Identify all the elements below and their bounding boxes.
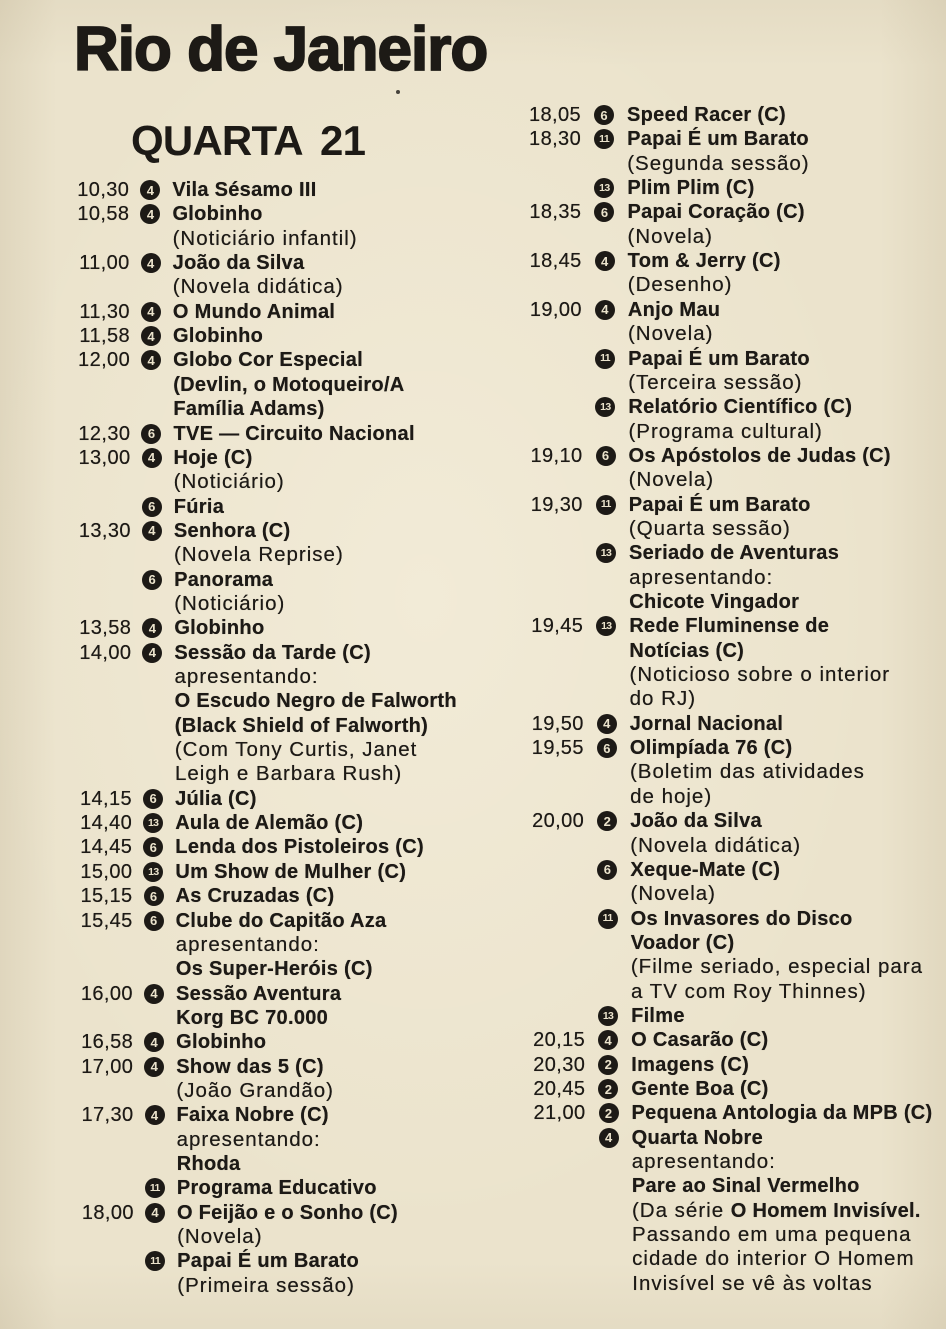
- channel-number: 4: [147, 304, 155, 320]
- program-line: (Noticiário): [173, 470, 285, 494]
- program-title: Show das 5 (C): [176, 1055, 324, 1078]
- program-line: (Noticioso sobre o interior: [629, 663, 891, 687]
- program-title: Faixa Nobre (C): [176, 1104, 329, 1127]
- city-heading: Rio de Janeiro: [74, 15, 488, 84]
- program-line: (Novela): [630, 882, 716, 906]
- channel-badge: [144, 886, 164, 906]
- program-title: Globinho: [176, 1031, 267, 1054]
- channel-badge: [142, 448, 162, 468]
- channel-number: 4: [603, 716, 611, 732]
- program-title: Hoje (C): [173, 446, 253, 469]
- program-line: Passando em uma pequena: [632, 1223, 912, 1247]
- channel-number: 13: [600, 400, 611, 413]
- channel-number: 6: [600, 107, 608, 123]
- bold-segment: O Homem Invisível.: [730, 1199, 921, 1222]
- channel-number: 4: [601, 302, 609, 318]
- channel-number: 6: [600, 204, 609, 220]
- time-label: 10,30: [77, 179, 130, 201]
- program-title: Júlia (C): [175, 787, 257, 810]
- regular-segment: (Da série: [631, 1198, 731, 1222]
- channel-number: 4: [147, 352, 155, 368]
- time-label: 18,35: [529, 201, 582, 224]
- program-title: Pequena Antologia da MPB (C): [631, 1102, 933, 1125]
- channel-number: 13: [601, 620, 612, 633]
- channel-number: 6: [149, 839, 157, 855]
- program-title: Plim Plim (C): [627, 177, 755, 200]
- program-line: cidade do interior O Homem: [632, 1247, 915, 1271]
- channel-badge: [597, 714, 617, 734]
- program-line: (Novela): [627, 322, 714, 346]
- channel-badge: [594, 202, 614, 222]
- channel-number: 4: [146, 206, 155, 222]
- channel-badge: [141, 253, 161, 273]
- program-title: Lenda dos Pistoleiros (C): [175, 836, 424, 859]
- time-label: 16,58: [81, 1031, 134, 1054]
- program-title: Os Invasores do Disco: [630, 907, 853, 930]
- program-line: (Programa cultural): [628, 419, 823, 443]
- time-label: 14,00: [79, 641, 132, 664]
- program-title: Filme: [631, 1004, 685, 1027]
- program-line: (Novela): [177, 1225, 263, 1249]
- channel-badge: [141, 326, 161, 346]
- program-title: Aula de Alemão (C): [175, 812, 364, 835]
- channel-badge: [596, 616, 616, 636]
- channel-number: 13: [147, 816, 159, 829]
- program-title: Papai É um Barato: [627, 128, 809, 151]
- channel-badge: [144, 1057, 164, 1077]
- channel-number: 11: [149, 1182, 160, 1195]
- time-label: 20,30: [533, 1053, 586, 1076]
- channel-number: 13: [148, 865, 159, 878]
- program-line: apresentando:: [174, 665, 319, 688]
- program-line: (Novela): [627, 224, 714, 248]
- program-line: (Novela): [628, 468, 715, 492]
- program-title: Globo Cor Especial: [173, 349, 363, 372]
- channel-badge: [142, 521, 162, 541]
- time-label: 13,00: [78, 446, 131, 469]
- channel-badge: [145, 1251, 165, 1271]
- program-line: Notícias (C): [629, 639, 745, 662]
- program-line: apresentando:: [629, 565, 774, 589]
- time-label: 16,00: [80, 982, 133, 1005]
- program-title: Papai É um Barato: [177, 1250, 359, 1273]
- program-line: Leigh e Barbara Rush): [174, 762, 403, 786]
- program-line: (Devlin, o Motoqueiro/A: [173, 373, 405, 396]
- channel-number: 2: [604, 1081, 612, 1097]
- channel-number: 11: [602, 912, 613, 925]
- program-title: TVE — Circuito Nacional: [173, 422, 415, 445]
- program-line: (Quarta sessão): [628, 516, 791, 540]
- channel-number: 6: [149, 888, 158, 904]
- program-title: Os Apóstolos de Judas (C): [628, 444, 891, 467]
- channel-badge: [594, 178, 614, 198]
- time-label: 21,00: [533, 1102, 586, 1125]
- program-title: João da Silva: [630, 810, 762, 833]
- program-title: Quarta Nobre: [631, 1126, 764, 1149]
- time-label: 19,00: [529, 298, 582, 321]
- channel-badge: [598, 1055, 618, 1075]
- channel-badge: [141, 302, 161, 322]
- program-line: Família Adams): [173, 398, 325, 421]
- channel-number: 4: [604, 1130, 613, 1146]
- channel-badge: [142, 643, 162, 663]
- program-line: (Terceira sessão): [628, 370, 803, 394]
- channel-number: 13: [602, 1009, 614, 1022]
- channel-badge: [144, 911, 164, 931]
- channel-badge: [595, 251, 615, 271]
- time-label: 17,30: [81, 1104, 134, 1127]
- program-title: Clube do Capitão Aza: [175, 909, 387, 932]
- program-line: apresentando:: [176, 1127, 321, 1151]
- time-label: 15,45: [80, 909, 133, 932]
- program-title: Papai Coração (C): [627, 201, 805, 224]
- channel-badge: [597, 811, 617, 831]
- channel-number: 4: [148, 620, 156, 636]
- channel-badge: [597, 738, 617, 758]
- channel-number: 13: [600, 547, 612, 560]
- program-line: (Segunda sessão): [627, 151, 810, 175]
- time-label: 15,15: [80, 885, 133, 908]
- channel-badge: [598, 1006, 618, 1026]
- channel-badge: [595, 397, 615, 417]
- time-label: 18,30: [529, 128, 582, 151]
- program-line: Rhoda: [176, 1153, 241, 1175]
- channel-number: 6: [148, 499, 156, 515]
- channel-number: 11: [599, 133, 610, 146]
- channel-number: 6: [601, 448, 610, 464]
- time-label: 18,00: [81, 1201, 134, 1224]
- time-label: 11,58: [79, 325, 130, 348]
- time-label: 19,55: [531, 737, 584, 760]
- program-title: Globinho: [173, 325, 264, 348]
- channel-badge: [598, 1030, 618, 1050]
- program-line: Os Super-Heróis (C): [175, 958, 373, 981]
- program-line: Korg BC 70.000: [176, 1006, 329, 1029]
- program-line: (Primeira sessão): [177, 1273, 355, 1297]
- time-label: 17,00: [81, 1055, 134, 1078]
- channel-badge: [144, 984, 164, 1004]
- channel-badge: [142, 570, 162, 590]
- program-title: Globinho: [174, 617, 265, 640]
- time-label: 14,45: [80, 836, 133, 859]
- time-label: 13,30: [78, 519, 131, 542]
- channel-badge: [145, 1105, 165, 1125]
- channel-badge: [145, 1203, 165, 1223]
- channel-badge: [143, 862, 163, 882]
- time-label: 13,58: [79, 617, 132, 640]
- program-line: (Com Tony Curtis, Janet: [174, 738, 418, 762]
- channel-number: 11: [150, 1255, 161, 1268]
- time-label: 19,10: [530, 444, 583, 467]
- program-line: Chicote Vingador: [629, 591, 800, 613]
- program-line: apresentando:: [175, 932, 320, 956]
- channel-badge: [597, 860, 617, 880]
- time-label: 11,00: [79, 252, 130, 275]
- program-title: Programa Educativo: [176, 1177, 377, 1200]
- program-line: (Novela didática): [172, 275, 344, 299]
- program-line: (Desenho): [627, 273, 733, 297]
- ink-speck: [396, 90, 400, 94]
- program-line: (Filme seriado, especial para: [630, 955, 924, 979]
- channel-number: 6: [149, 791, 157, 807]
- program-line: (Novela Reprise): [173, 543, 344, 567]
- time-label: 19,30: [530, 493, 583, 516]
- channel-number: 6: [603, 740, 611, 756]
- program-title: Sessão da Tarde (C): [174, 641, 371, 664]
- program-line: de hoje): [630, 784, 713, 808]
- program-title: Imagens (C): [631, 1053, 750, 1076]
- channel-badge: [599, 1128, 619, 1148]
- channel-badge: [598, 909, 618, 929]
- time-label: 10,58: [77, 203, 130, 226]
- channel-badge: [598, 1079, 618, 1099]
- program-title: Relatório Científico (C): [628, 396, 853, 419]
- time-label: 18,45: [529, 250, 582, 273]
- program-title: Speed Racer (C): [627, 104, 786, 126]
- channel-badge: [596, 446, 616, 466]
- time-label: 18,05: [528, 104, 581, 126]
- channel-badge: [141, 424, 161, 444]
- time-label: 11,30: [79, 300, 130, 323]
- channel-number: 2: [603, 813, 611, 829]
- program-line: (Novela didática): [630, 833, 802, 857]
- time-label: 20,00: [532, 810, 585, 833]
- channel-badge: [142, 497, 162, 517]
- program-line: apresentando:: [631, 1150, 776, 1174]
- program-title: O Casarão (C): [631, 1029, 769, 1052]
- channel-badge: [144, 1032, 164, 1052]
- program-title: Anjo Mau: [627, 298, 721, 321]
- program-title: Papai É um Barato: [628, 493, 811, 516]
- program-title: Seriado de Aventuras: [628, 542, 840, 565]
- channel-badge: [142, 618, 162, 638]
- program-title: Xeque-Mate (C): [630, 858, 781, 881]
- channel-number: 6: [603, 862, 612, 878]
- program-title: Senhora (C): [173, 519, 291, 542]
- channel-number: 4: [146, 182, 154, 198]
- channel-number: 4: [148, 523, 156, 539]
- channel-badge: [140, 204, 160, 224]
- channel-badge: [143, 813, 163, 833]
- program-title: Globinho: [172, 203, 263, 226]
- channel-badge: [595, 349, 615, 369]
- channel-number: 4: [151, 1205, 159, 1221]
- channel-number: 13: [599, 181, 610, 194]
- program-line: Voador (C): [630, 931, 735, 954]
- program-line: a TV com Roy Thinnes): [630, 979, 867, 1003]
- program-title: Rede Fluminense de: [629, 615, 830, 638]
- time-label: 19,50: [531, 712, 584, 735]
- channel-number: 4: [604, 1032, 612, 1048]
- program-title: O Mundo Animal: [172, 300, 336, 323]
- program-line: O Escudo Negro de Falworth: [174, 690, 457, 713]
- channel-number: 6: [147, 426, 156, 441]
- program-title: João da Silva: [172, 252, 305, 275]
- channel-number: 4: [150, 986, 158, 1002]
- time-label: 15,00: [80, 860, 133, 883]
- channel-badge: [143, 837, 163, 857]
- channel-number: 11: [600, 352, 611, 365]
- time-label: 12,00: [78, 349, 131, 372]
- channel-badge: [599, 1103, 619, 1123]
- channel-number: 6: [150, 913, 158, 928]
- time-label: 20,45: [533, 1078, 586, 1100]
- channel-number: 2: [604, 1105, 613, 1121]
- channel-number: 4: [150, 1034, 158, 1050]
- channel-badge: [596, 543, 616, 563]
- program-line: [632, 1199, 921, 1223]
- channel-number: 4: [150, 1107, 159, 1123]
- channel-badge: [145, 1178, 165, 1198]
- day-heading: QUARTA 21: [131, 117, 366, 164]
- channel-number: 4: [147, 450, 156, 466]
- channel-number: 6: [148, 572, 156, 588]
- channel-badge: [140, 180, 160, 200]
- program-title: Tom & Jerry (C): [627, 250, 781, 273]
- program-line: do RJ): [629, 687, 697, 711]
- time-label: 14,40: [80, 812, 133, 835]
- program-title: Olimpíada 76 (C): [629, 737, 793, 760]
- program-line: (Boletim das atividades: [629, 760, 865, 784]
- program-title: Fúria: [173, 495, 225, 518]
- channel-badge: [596, 495, 616, 515]
- program-line: (João Grandão): [176, 1078, 334, 1102]
- time-label: 20,15: [533, 1029, 586, 1052]
- program-title: O Feijão e o Sonho (C): [176, 1201, 398, 1224]
- channel-badge: [594, 129, 614, 149]
- channel-number: 2: [604, 1057, 612, 1073]
- channel-badge: [594, 105, 614, 125]
- program-title: Panorama: [174, 568, 274, 591]
- program-line: (Noticiário infantil): [172, 226, 358, 250]
- program-title: Vila Sésamo III: [172, 179, 317, 201]
- time-label: 14,15: [80, 787, 133, 810]
- time-label: 19,45: [531, 615, 584, 638]
- channel-number: 4: [601, 253, 609, 269]
- channel-number: 11: [600, 498, 611, 511]
- program-line: Invisível se vê às voltas: [632, 1271, 873, 1295]
- program-line: Pare ao Sinal Vermelho: [631, 1175, 860, 1198]
- channel-number: 4: [147, 255, 155, 271]
- program-title: Um Show de Mulher (C): [175, 860, 407, 883]
- program-title: Gente Boa (C): [631, 1078, 769, 1100]
- program-line: (Noticiário): [174, 591, 286, 615]
- channel-number: 4: [147, 328, 155, 344]
- channel-number: 4: [150, 1059, 158, 1075]
- program-title: As Cruzadas (C): [175, 885, 335, 908]
- channel-number: 4: [148, 645, 157, 661]
- program-title: Jornal Nacional: [629, 712, 784, 735]
- channel-badge: [595, 300, 615, 320]
- program-title: Sessão Aventura: [175, 982, 342, 1005]
- program-title: Papai É um Barato: [628, 347, 810, 370]
- program-line: (Black Shield of Falworth): [174, 714, 429, 737]
- channel-badge: [141, 350, 161, 370]
- time-label: 12,30: [78, 422, 131, 445]
- channel-badge: [143, 789, 163, 809]
